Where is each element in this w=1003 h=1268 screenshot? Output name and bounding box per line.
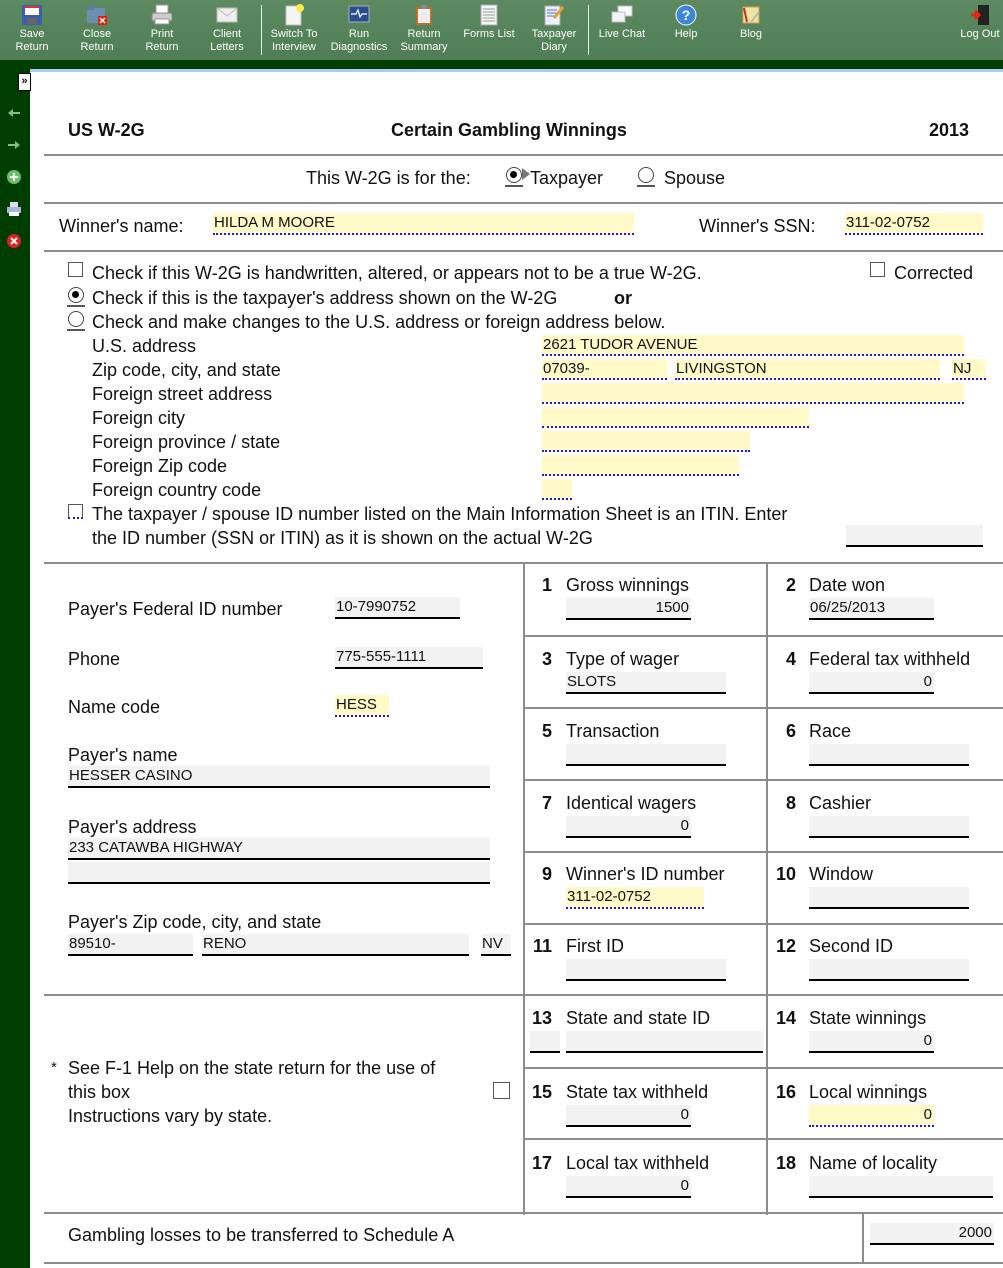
box-label: Cashier: [809, 793, 872, 813]
foreign-zip-field[interactable]: [542, 455, 739, 476]
back-arrow-icon[interactable]: [6, 105, 22, 121]
itin-checkbox[interactable]: [68, 504, 83, 519]
gambling-losses-field[interactable]: 2000: [870, 1223, 994, 1245]
svg-text:?: ?: [681, 7, 691, 23]
corrected-checkbox[interactable]: [870, 262, 885, 277]
foreign-country-field[interactable]: [542, 479, 572, 500]
zip-field[interactable]: 07039-: [542, 359, 667, 380]
box-number: 18: [775, 1153, 796, 1173]
form-title: Certain Gambling Winnings: [391, 120, 627, 140]
box-label: Transaction: [566, 721, 660, 741]
diary-pencil-icon: [543, 4, 565, 26]
box-label: Federal tax withheld: [809, 649, 971, 669]
client-letters-label-1: Client: [212, 28, 242, 40]
scroll-quill-icon: [740, 4, 762, 26]
run-diagnostics-button[interactable]: [327, 4, 391, 54]
box-number: 7: [541, 793, 552, 813]
us-address-label: U.S. address: [92, 336, 197, 356]
for-label: This W-2G is for the:: [306, 168, 471, 188]
box-label: State and state ID: [566, 1008, 711, 1028]
payer-name-field[interactable]: HESSER CASINO: [68, 766, 490, 788]
logout-door-icon: [969, 4, 991, 26]
close-return-button[interactable]: [65, 4, 129, 54]
forward-arrow-icon[interactable]: [6, 137, 22, 153]
payer-address-field-2[interactable]: [68, 862, 490, 884]
phone-label: Phone: [68, 649, 121, 669]
foreign-country-label: Foreign country code: [92, 480, 262, 500]
transaction-field[interactable]: [566, 744, 726, 766]
form-year: 2013: [929, 120, 970, 140]
live-chat-button[interactable]: [590, 4, 654, 41]
second-id-field[interactable]: [809, 959, 969, 981]
box-number: 8: [785, 793, 796, 813]
box-label: Winner's ID number: [566, 864, 725, 884]
box-label: Window: [809, 864, 874, 884]
box-label: Gross winnings: [566, 575, 690, 595]
close-label-1: Close: [82, 28, 112, 40]
grid-line: [766, 563, 768, 1215]
payer-address-field-1[interactable]: 233 CATAWBA HIGHWAY: [68, 838, 490, 860]
foreign-street-field[interactable]: [542, 383, 964, 404]
state-tax-withheld-field[interactable]: 0: [566, 1105, 691, 1127]
local-winnings-field[interactable]: 0: [809, 1105, 934, 1127]
radio-underline: [505, 185, 523, 187]
taxpayer-diary-button[interactable]: [522, 4, 586, 54]
diary-label-1: Taxpayer: [531, 28, 577, 40]
grid-line: [862, 1213, 864, 1263]
toolbar-separator: [588, 5, 589, 55]
box-label: Name of locality: [809, 1153, 938, 1173]
payer-fed-id-field[interactable]: 10-7990752: [335, 597, 460, 619]
box-label: Local tax withheld: [566, 1153, 710, 1173]
form-code: US W-2G: [68, 120, 145, 140]
zip-city-state-label: Zip code, city, and state: [92, 360, 281, 380]
left-sidebar: [0, 60, 30, 1268]
box-number: 13: [531, 1008, 552, 1028]
box-label: Second ID: [809, 936, 894, 956]
state-note-line-1: See F-1 Help on the state return for the use of: [68, 1058, 436, 1078]
blog-button[interactable]: [719, 4, 783, 41]
foreign-province-label: Foreign province / state: [92, 432, 281, 452]
box-number: 2: [785, 575, 796, 595]
grid-line: [524, 851, 1003, 853]
state-note-line-3: Instructions vary by state.: [68, 1106, 273, 1126]
box-label: Local winnings: [809, 1082, 928, 1102]
box-number: 6: [785, 721, 796, 741]
box-number: 10: [775, 864, 796, 884]
payer-address-label: Payer's address: [68, 817, 197, 837]
winner-name-field[interactable]: HILDA M MOORE: [213, 213, 634, 235]
box-number: 5: [541, 721, 552, 741]
save-return-button[interactable]: [0, 4, 64, 54]
forms-list-button[interactable]: [457, 4, 521, 41]
divider: [44, 1212, 1003, 1214]
city-field[interactable]: LIVINGSTON: [675, 359, 940, 380]
folder-close-icon: [86, 4, 108, 26]
save-label-1: Save: [19, 28, 45, 40]
radio-underline: [67, 329, 85, 331]
print-return-button[interactable]: [130, 4, 194, 54]
print-label-2: Return: [145, 41, 179, 53]
clipboard-icon: [413, 4, 435, 26]
state-winnings-field[interactable]: 0: [809, 1031, 934, 1053]
box-number: 3: [541, 649, 552, 669]
switch-label-1: Switch To: [270, 28, 318, 40]
chat-bubbles-icon: [611, 4, 633, 26]
taxpayer-option-label[interactable]: Taxpayer: [530, 168, 604, 188]
diagnostics-label-1: Run: [348, 28, 370, 40]
switch-label-2: Interview: [271, 41, 317, 53]
foreign-zip-label: Foreign Zip code: [92, 456, 228, 476]
envelope-icon: [216, 4, 238, 26]
identical-wagers-field[interactable]: 0: [566, 816, 691, 838]
type-of-wager-field[interactable]: SLOTS: [566, 672, 726, 694]
note-asterisk: *: [51, 1059, 57, 1076]
expand-panel-button[interactable]: »: [18, 73, 31, 91]
payer-name-label: Payer's name: [68, 745, 178, 765]
address-shown-radio[interactable]: [68, 287, 84, 303]
summary-label-2: Summary: [400, 41, 448, 53]
box-number: 11: [532, 936, 552, 956]
corrected-label: Corrected: [894, 263, 974, 283]
grid-line: [524, 994, 1003, 996]
winner-ssn-label: Winner's SSN:: [699, 216, 816, 236]
diary-label-2: Diary: [541, 41, 567, 53]
local-tax-withheld-field[interactable]: 0: [566, 1176, 691, 1198]
box-label: Date won: [809, 575, 886, 595]
first-id-field[interactable]: [566, 959, 726, 981]
help-label: Help: [674, 28, 698, 40]
handwritten-label: Check if this W-2G is handwritten, altered, or appears not to be a true W-2G.: [92, 263, 702, 283]
main-toolbar: [0, 0, 1003, 60]
interview-icon: [283, 4, 305, 26]
forms-list-label: Forms List: [463, 28, 515, 40]
spouse-radio[interactable]: [638, 167, 654, 183]
client-letters-label-2: Letters: [210, 41, 244, 53]
printer-icon: [151, 4, 173, 26]
box-label: State winnings: [809, 1008, 927, 1028]
payer-zip-field[interactable]: 89510-: [68, 934, 193, 956]
close-label-2: Return: [80, 41, 114, 53]
box-label: State tax withheld: [566, 1082, 709, 1102]
gambling-losses-label: Gambling losses to be transferred to Schedule A: [68, 1225, 455, 1245]
federal-tax-withheld-field[interactable]: 0: [809, 672, 934, 694]
box-number: 15: [531, 1082, 552, 1102]
divider: [44, 994, 524, 996]
add-circle-icon[interactable]: [6, 169, 22, 185]
box-number: 14: [775, 1008, 796, 1028]
itin-line-2: the ID number (SSN or ITIN) as it is shown on the actual W-2G: [92, 528, 593, 548]
delete-x-icon[interactable]: [6, 233, 22, 249]
forms-list-icon: [478, 4, 500, 26]
floppy-disk-icon: [21, 4, 43, 26]
taxpayer-radio[interactable]: [506, 167, 522, 183]
blog-label: Blog: [739, 28, 763, 40]
w2g-form: [30, 69, 1003, 1268]
box-label: Identical wagers: [566, 793, 697, 813]
state-code-field[interactable]: [530, 1031, 560, 1053]
box-number: 12: [775, 936, 796, 956]
foreign-street-label: Foreign street address: [92, 384, 273, 404]
diagnostics-label-2: Diagnostics: [330, 41, 388, 53]
log-out-label: Log Out: [960, 28, 1000, 40]
radio-underline: [67, 305, 85, 307]
grid-line: [524, 1138, 1003, 1140]
box-number: 9: [541, 864, 552, 884]
grid-line: [524, 923, 1003, 925]
print-icon[interactable]: [6, 201, 22, 217]
handwritten-checkbox[interactable]: [68, 262, 83, 277]
help-button[interactable]: [654, 4, 718, 41]
grid-line: [524, 707, 1003, 709]
log-out-button[interactable]: [950, 4, 1003, 41]
box-number: 16: [775, 1082, 796, 1102]
grid-line: [523, 563, 525, 1215]
box-label: Type of wager: [566, 649, 680, 669]
state-box-checkbox[interactable]: [493, 1082, 510, 1099]
help-question-icon: [675, 4, 697, 26]
date-won-field[interactable]: 06/25/2013: [809, 598, 934, 620]
gross-winnings-field[interactable]: 1500: [566, 598, 691, 620]
foreign-province-field[interactable]: [542, 431, 750, 452]
name-code-field[interactable]: HESS: [335, 695, 389, 717]
payer-fed-id-label: Payer's Federal ID number: [68, 599, 283, 619]
print-label-1: Print: [150, 28, 174, 40]
payer-state-field[interactable]: NV: [481, 934, 511, 956]
address-change-radio[interactable]: [68, 311, 84, 327]
box-number: 1: [541, 575, 552, 595]
box-number: 17: [531, 1153, 552, 1173]
winner-id-number-field[interactable]: 311-02-0752: [566, 887, 704, 909]
cashier-field[interactable]: [809, 816, 969, 838]
grid-line: [524, 779, 1003, 781]
phone-field[interactable]: 775-555-1111: [335, 647, 483, 669]
summary-label-1: Return: [407, 28, 441, 40]
box-label: First ID: [566, 936, 624, 956]
window-field[interactable]: [809, 887, 969, 909]
divider: [44, 154, 1003, 156]
client-letters-button[interactable]: [195, 4, 259, 54]
foreign-city-label: Foreign city: [92, 408, 186, 428]
state-note-line-2: this box: [68, 1082, 131, 1102]
diagnostics-monitor-icon: [348, 4, 370, 26]
itin-line-1: The taxpayer / spouse ID number listed on the Main Information Sheet is an ITIN. Enter: [92, 504, 788, 524]
payer-city-field[interactable]: RENO: [202, 934, 469, 956]
foreign-city-field[interactable]: [542, 407, 809, 428]
race-field[interactable]: [809, 744, 969, 766]
winner-name-label: Winner's name:: [59, 216, 184, 236]
divider: [44, 1262, 1003, 1264]
radio-underline: [637, 185, 655, 187]
address-change-label: Check and make changes to the U.S. address or foreign address below.: [92, 312, 666, 332]
itin-id-field[interactable]: [846, 525, 983, 547]
divider: [44, 250, 1003, 252]
save-label-2: Return: [15, 41, 49, 53]
name-code-label: Name code: [68, 697, 161, 717]
grid-line: [524, 635, 1003, 637]
return-summary-button[interactable]: [392, 4, 456, 54]
grid-line: [524, 1067, 1003, 1069]
locality-name-field[interactable]: [809, 1176, 993, 1198]
box-number: 4: [785, 649, 796, 669]
divider: [44, 202, 1003, 204]
winner-ssn-field[interactable]: 311-02-0752: [845, 213, 983, 235]
switch-to-interview-button[interactable]: [262, 4, 326, 54]
or-label: or: [614, 288, 632, 308]
us-address-field[interactable]: 2621 TUDOR AVENUE: [542, 335, 964, 356]
state-field[interactable]: NJ: [952, 359, 986, 380]
box-label: Race: [809, 721, 852, 741]
address-shown-label: Check if this is the taxpayer's address shown on the W-2G: [92, 288, 558, 308]
live-chat-label: Live Chat: [598, 28, 646, 40]
state-id-field[interactable]: [566, 1031, 763, 1053]
spouse-option-label[interactable]: Spouse: [664, 168, 726, 188]
payer-zip-city-state-label: Payer's Zip code, city, and state: [68, 912, 322, 932]
